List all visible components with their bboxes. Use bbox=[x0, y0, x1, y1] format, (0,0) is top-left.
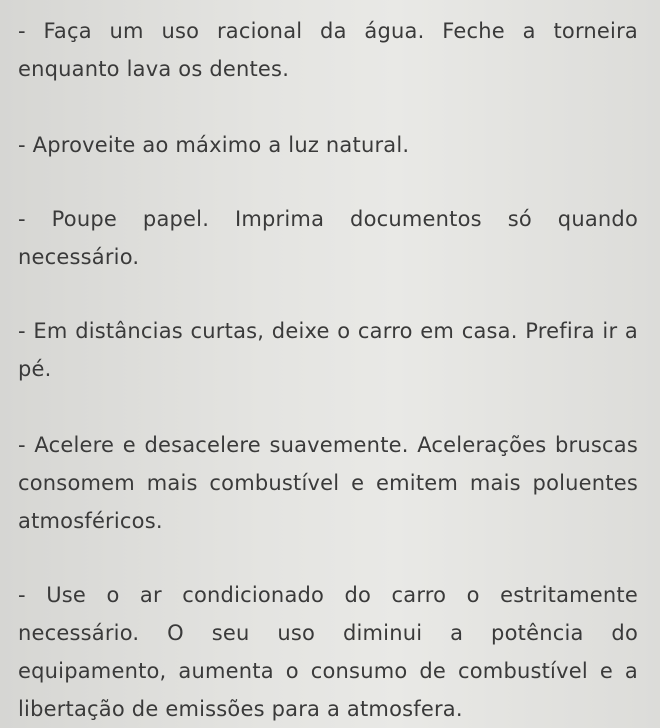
document-page bbox=[18, 12, 638, 728]
tip-acceleration: - Acelere e desacelere suavemente. Acelerações bruscas consomem mais combustível e emitem mais poluentes atmosféricos. bbox=[18, 433, 638, 533]
tip-paper: - Poupe papel. Imprima documentos só quando necessário. bbox=[18, 207, 638, 269]
tip-walk: - Em distâncias curtas, deixe o carro em casa. Prefira ir a pé. bbox=[18, 319, 638, 381]
tip-natural-light: - Aproveite ao máximo a luz natural. bbox=[18, 133, 410, 157]
tip-water: - Faça um uso racional da água. Feche a torneira enquanto lava os dentes. bbox=[18, 19, 638, 81]
tip-air-conditioning: - Use o ar condicionado do carro o estritamente necessário. O seu uso diminui a potência do equipamento, aumenta o consumo de combustível e a libertação de emissões para a atmosfera. bbox=[18, 583, 638, 721]
